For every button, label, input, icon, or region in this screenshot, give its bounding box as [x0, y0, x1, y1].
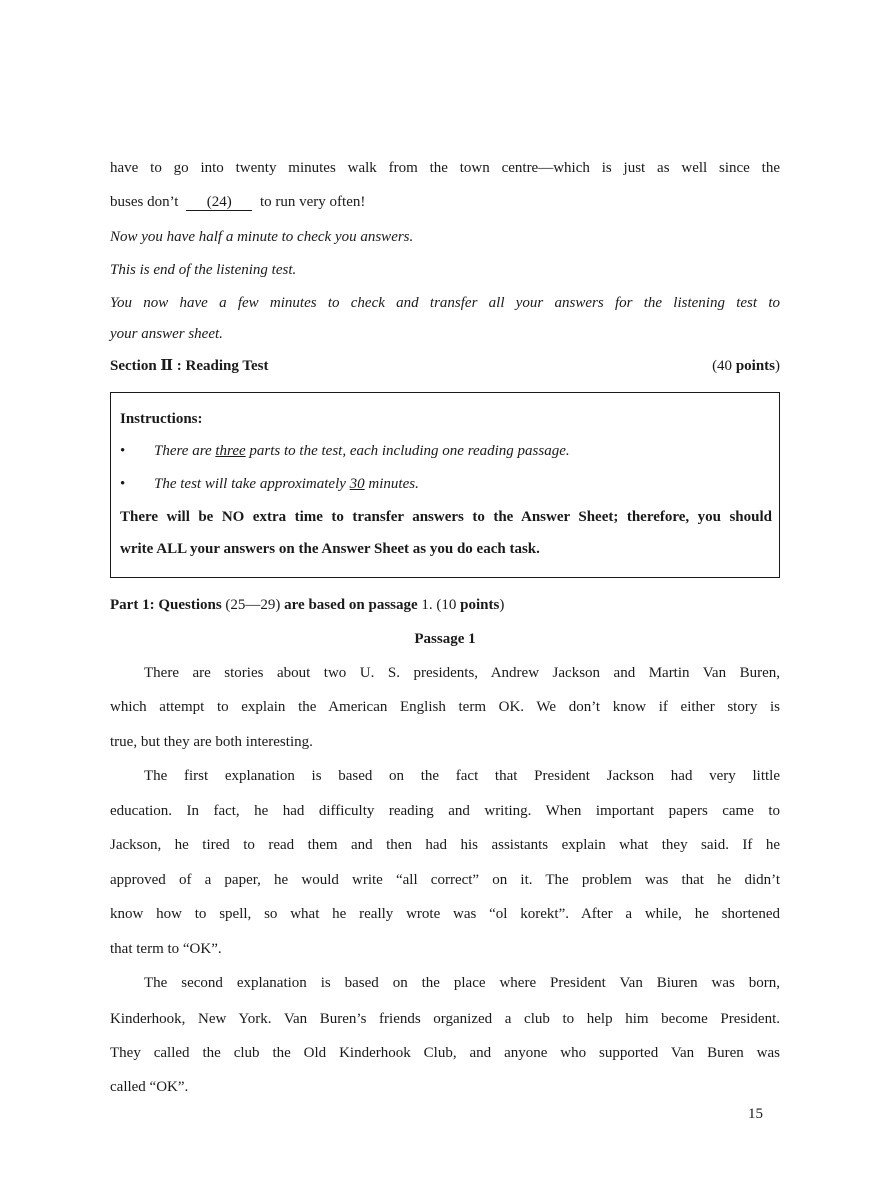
passage-line: They called the club the Old Kinderhook Club, and anyone who supported Van Buren was — [110, 1045, 780, 1061]
listening-line-2-pre: buses don’t — [110, 194, 179, 210]
passage-line: education. In fact, he had difficulty reading and writing. When important papers came to — [110, 803, 780, 819]
part-1-range: (25—29) — [221, 597, 285, 613]
bullet-1-pre: There are — [154, 443, 216, 459]
section-points-word: points — [735, 358, 775, 374]
passage-line: called “OK”. — [110, 1079, 189, 1095]
bullet-1-post: parts to the test, each including one reading passage. — [245, 443, 570, 459]
transfer-line-2: your answer sheet. — [110, 326, 223, 342]
passage-line: Kinderhook, New York. Van Buren’s friends organized a club to help him become President. — [110, 1011, 780, 1027]
section-points-close: ) — [775, 358, 780, 374]
bullet-icon: • — [120, 476, 126, 492]
instructions-note-2: write ALL your answers on the Answer Sheet as you do each task. — [120, 541, 540, 557]
transfer-line-1: You now have a few minutes to check and transfer all your answers for the listening test to — [110, 295, 780, 311]
passage-line: which attempt to explain the American English term OK. We don’t know if either story is — [110, 699, 780, 715]
passage-line: There are stories about two U. S. presidents, Andrew Jackson and Martin Van Buren, — [144, 665, 780, 681]
instructions-box — [110, 392, 780, 578]
bullet-2-post: minutes. — [364, 476, 419, 492]
answer-blank-24: (24) — [186, 194, 252, 211]
passage-line: approved of a paper, he would write “all correct” on it. The problem was that he didn’t — [110, 872, 780, 888]
passage-line: The first explanation is based on the fact that President Jackson had very little — [144, 768, 780, 784]
check-answers-line: Now you have half a minute to check you answers. — [110, 229, 414, 245]
passage-line: that term to “OK”. — [110, 941, 222, 957]
listening-line-2-post: to run very often! — [259, 194, 366, 210]
part-1-based: are based on passage — [284, 597, 418, 613]
instructions-heading: Instructions: — [120, 411, 203, 427]
bullet-2-underlined: 30 — [349, 476, 365, 492]
section-points — [712, 356, 780, 376]
part-1-passage-num: 1. (10 — [417, 597, 461, 613]
bullet-2-pre: The test will take approximately — [154, 476, 350, 492]
end-of-test-line: This is end of the listening test. — [110, 262, 297, 278]
part-1-points-word: points — [460, 597, 500, 613]
section-points-open: (40 — [712, 358, 736, 374]
document-page — [110, 0, 780, 1196]
instruction-bullet-1 — [120, 441, 772, 461]
passage-line: The second explanation is based on the place where President Van Biuren was born, — [144, 975, 780, 991]
passage-line: true, but they are both interesting. — [110, 734, 313, 750]
passage-line: know how to spell, so what he really wrote was “ol korekt”. After a while, he shortened — [110, 906, 780, 922]
passage-line: Jackson, he tired to read them and then had his assistants explain what they said. If he — [110, 837, 780, 853]
listening-line-2 — [110, 192, 780, 212]
section-title: Section Ⅱ : Reading Test — [110, 358, 269, 374]
instructions-note-1: There will be NO extra time to transfer answers to the Answer Sheet; therefore, you should — [120, 509, 772, 525]
bullet-icon: • — [120, 443, 126, 459]
listening-line-1: have to go into twenty minutes walk from the town centre—which is just as well since the — [110, 160, 780, 176]
passage-title: Passage 1 — [414, 631, 476, 647]
part-1-header — [110, 595, 780, 615]
page-number: 15 — [748, 1106, 763, 1122]
instruction-bullet-2 — [120, 474, 772, 494]
part-1-label: Part 1: — [110, 597, 159, 613]
part-1-questions-word: Questions — [158, 597, 222, 613]
bullet-1-underlined: three — [215, 443, 246, 459]
part-1-close: ) — [499, 597, 505, 613]
